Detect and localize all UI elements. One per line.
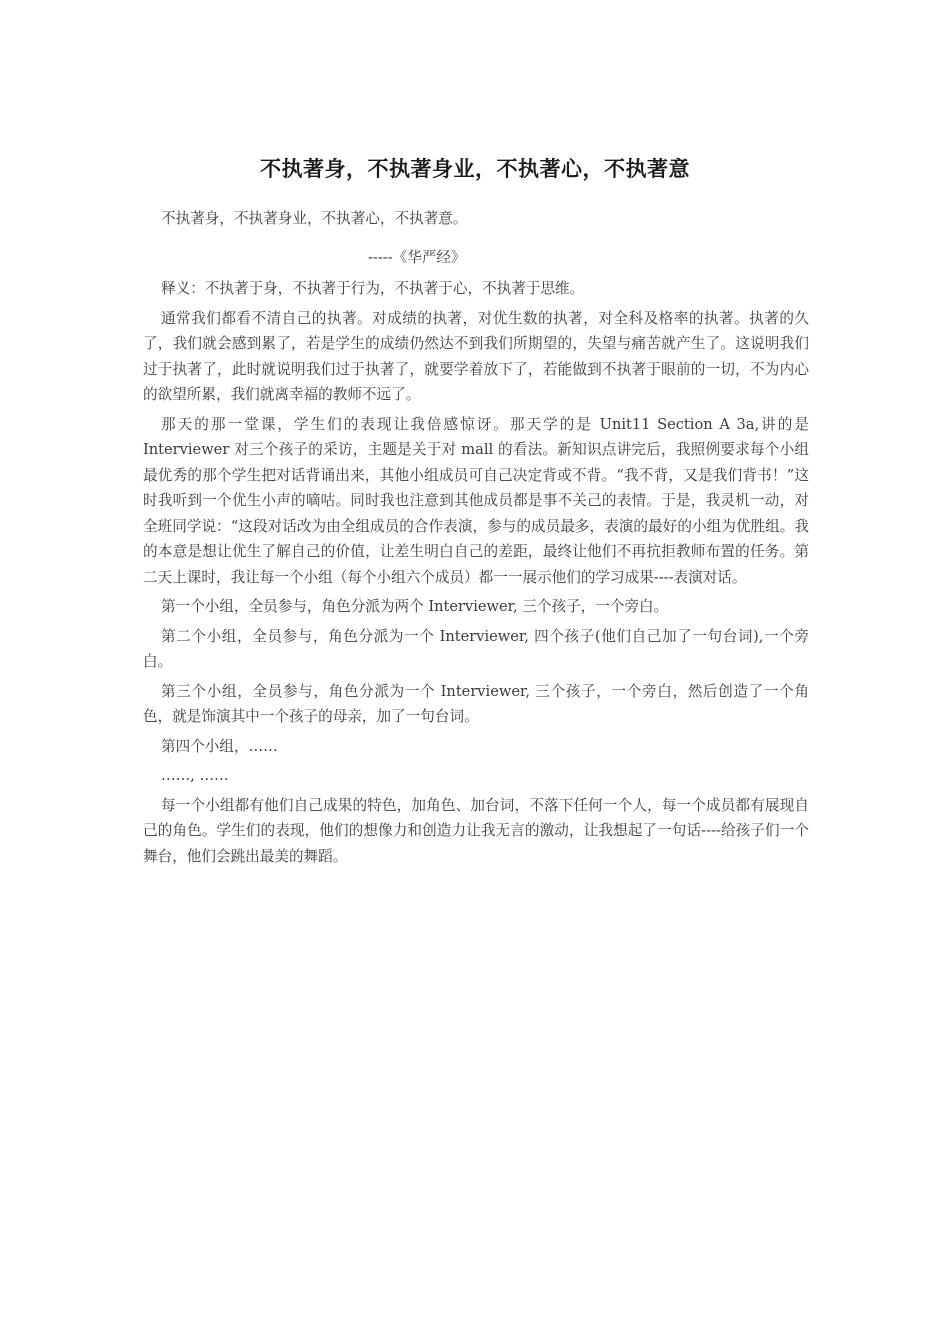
quote-source: -----《华严经》 xyxy=(368,248,466,266)
paragraph-conclusion: 每一个小组都有他们自己成果的特色，加角色、加台词，不落下任何一个人，每一个成员都有展现自己的角色。学生们的表现，他们的想像力和创造力让我无言的激动，让我想起了一句话----给孩子们一个舞台，他们会跳出最美的舞蹈。 xyxy=(143,796,809,865)
paragraph-group-3: 第三个小组，全员参与，角色分派为一个 Interviewer, 三个孩子，一个旁白，然后创造了一个角色，就是饰演其中一个孩子的母亲，加了一句台词。 xyxy=(143,682,809,725)
paragraph-ellipsis: ……, …… xyxy=(161,767,229,784)
paragraph-attachment: 通常我们都看不清自己的执著。对成绩的执著，对优生数的执著，对全科及格率的执著。执著的久了，我们就会感到累了，若是学生的成绩仍然达不到我们所期望的，失望与痛苦就产生了。这说明我们过于执著了，此时就说明我们过于执著了，就要学着放下了，若能做到不执著于眼前的一切，不为内心的欲望所累，我们就离幸福的教师不远了。 xyxy=(143,309,809,403)
document-title: 不执著身，不执著身业，不执著心，不执著意 xyxy=(260,157,690,181)
paragraph-group-4: 第四个小组，…… xyxy=(161,737,278,755)
document-body xyxy=(143,206,809,873)
paragraph-group-2: 第二个小组，全员参与，角色分派为一个 Interviewer, 四个孩子(他们自己加了一句台词),一个旁白。 xyxy=(143,627,809,670)
paragraph-lesson: 那天的那一堂课，学生们的表现让我倍感惊讶。那天学的是 Unit11 Section A 3a,讲的是 Interviewer 对三个孩子的采访，主题是关于对 mall 的看法。新知识点讲完后，我照例要求每个小组最优秀的那个学生把对话背诵出来，其他小组成员可自己决定背或不背。“我不背，又是我们背书！”这时我听到一个优生小声的嘀咕。同时我也注意到其他成员都是事不关己的表情。于是，我灵机一动，对全班同学说：“这段对话改为由全组成员的合作表演，参与的成员最多，表演的最好的小组为优胜组。我的本意是想让优生了解自己的价值，让差生明白自己的差距，最终让他们不再抗拒教师布置的任务。第二天上课时，我让每一个小组（每个小组六个成员）都一一展示他们的学习成果----表演对话。 xyxy=(143,415,809,586)
opening-line: 不执著身，不执著身业，不执著心，不执著意。 xyxy=(161,210,468,227)
paragraph-interpretation: 释义：不执著于身，不执著于行为，不执著于心，不执著于思维。 xyxy=(161,280,585,297)
paragraph-group-1: 第一个小组，全员参与，角色分派为两个 Interviewer, 三个孩子，一个旁白。 xyxy=(161,598,669,615)
